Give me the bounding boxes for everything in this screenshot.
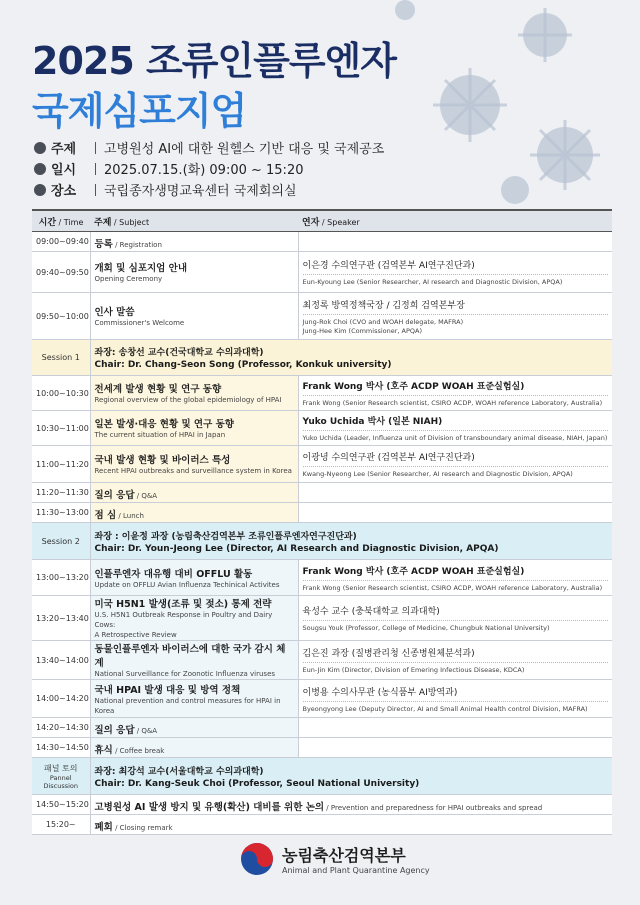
taegeuk-logo-icon xyxy=(240,842,274,876)
table-row: 14:50~15:20 고병원성 AI 발생 방지 및 유행(확산) 대비를 위한 논의 / Prevention and preparedness for HPAI outbreaks and spread xyxy=(32,795,612,815)
title-line-1: 2025 조류인플루엔자 xyxy=(32,39,396,83)
divider xyxy=(95,184,96,196)
panel-discussion-header: 패널 토의 Pannel Discussion 좌장: 최강석 교수(서울대학교 수의과대학) Chair: Dr. Kang-Seuk Choi (Professor, Seoul National University) xyxy=(32,758,612,795)
info-venue xyxy=(34,180,297,199)
table-header: 시간 / Time 주제 / Subject 연자 / Speaker xyxy=(32,210,612,232)
table-row: 09:00~09:40 등록 / Registration xyxy=(32,232,612,252)
info-subject xyxy=(34,138,384,157)
table-row: 11:00~11:20 국내 발생 현황 및 바이러스 특성 Recent HPAI outbreaks and surveillance system in Korea 이광녕 수의연구관 (검역본부 AI연구진단과) Kwang-Nyeong Lee (Senior Researcher, AI research and Diagnostic Division, APQA) xyxy=(32,446,612,483)
title-line-2: 국제심포지엄 xyxy=(32,89,247,133)
org-name-ko: 농림축산검역본부 xyxy=(282,846,406,865)
table-row: 11:30~13:00 점 심 / Lunch xyxy=(32,503,612,523)
table-row: 09:40~09:50 개회 및 심포지엄 안내 Opening Ceremony 이은경 수의연구관 (검역본부 AI연구진단과) Eun-Kyoung Lee (Senior Researcher, AI research and Diagnostic Division, APQA) xyxy=(32,252,612,293)
divider xyxy=(95,142,96,154)
info-value: 국립종자생명교육센터 국제회의실 xyxy=(104,184,297,199)
divider xyxy=(95,163,96,175)
info-value: 고병원성 AI에 대한 원헬스 기반 대응 및 국제공조 xyxy=(104,142,385,157)
table-row: 14:30~14:50 휴식 / Coffee break xyxy=(32,738,612,758)
table-row: 13:40~14:00 동물인플루엔자 바이러스에 대한 국가 감시 체계 National Surveillance for Zoonotic Influenza viruses 김은진 과장 (질병관리청 신종병원체분석과) Eun-Jin Kim (Director, Division of Emering Infectious Disease, KDCA) xyxy=(32,641,612,680)
table-row: 10:00~10:30 전세계 발생 현황 및 연구 동향 Regional overview of the global epidemiology of HPAI Frank Wong 박사 (호주 ACDP WOAH 표준실험실) Frank Wong (Senior Research scientist, CSIRO ACDP, WOAH reference Laboratory, Australia) xyxy=(32,376,612,411)
table-row: 11:20~11:30 질의 응답 / Q&A xyxy=(32,483,612,503)
table-row: 13:20~13:40 미국 H5N1 발생(조류 및 젖소) 통제 전략 U.S. H5N1 Outbreak Response in Poultry and Dairy Cows: A Retrospective Review 육성수 교수 (충북대학교 의과대학) Sougsu Youk (Professor, College of Medicine, Chungbuk National University) xyxy=(32,596,612,641)
info-label: 일시 xyxy=(51,163,77,178)
info-date xyxy=(34,159,303,178)
info-label: 주제 xyxy=(51,142,77,157)
info-label: 장소 xyxy=(51,184,77,199)
org-name-en: Animal and Plant Quarantine Agency xyxy=(282,866,430,875)
bullet-icon xyxy=(34,184,46,196)
table-row: 15:20~ 폐회 / Closing remark xyxy=(32,815,612,835)
bullet-icon xyxy=(34,142,46,154)
session-2-header: Session 2 좌장 : 이윤정 과장 (농림축산검역본부 조류인플루엔자연구진단과) Chair: Dr. Youn-Jeong Lee (Director, AI Research and Diagnostic Division, APQA) xyxy=(32,523,612,560)
program-table xyxy=(32,209,612,835)
footer-logo xyxy=(240,842,430,876)
session-1-header: Session 1 좌장: 송창선 교수(건국대학교 수의과대학) Chair: Dr. Chang-Seon Song (Professor, Konkuk university) xyxy=(32,340,612,376)
bullet-icon xyxy=(34,163,46,175)
table-row: 14:00~14:20 국내 HPAI 발생 대응 및 방역 정책 National prevention and control measures for HPAI in Korea 이병용 수의사무관 (농식품부 AI방역과) Byeongyong Lee (Deputy Director, AI and Small Animal Health control Division, MAFRA) xyxy=(32,680,612,718)
table-row: 13:00~13:20 인플루엔자 대유행 대비 OFFLU 활동 Update on OFFLU Avian Influenza Techinical Activites Frank Wong 박사 (호주 ACDP WOAH 표준실험실) Frank Wong (Senior Research scientist, CSIRO ACDP, WOAH reference Laboratory, Australia) xyxy=(32,560,612,596)
info-value: 2025.07.15.(화) 09:00 ~ 15:20 xyxy=(104,163,304,178)
table-row: 14:20~14:30 질의 응답 / Q&A xyxy=(32,718,612,738)
table-row: 10:30~11:00 일본 발생·대응 현황 및 연구 동향 The current situation of HPAI in Japan Yuko Uchida 박사 (일본 NIAH) Yuko Uchida (Leader, Influenza unit of Division of transboundary animal disease, NIAH, Japan) xyxy=(32,411,612,446)
table-row: 09:50~10:00 인사 말씀 Commissioner's Welcome 최정록 방역정책국장 / 김정희 검역본부장 Jung-Rok Choi (CVO and WOAH delegate, MAFRA) Jung-Hee Kim (Commissioner, APQA) xyxy=(32,293,612,340)
